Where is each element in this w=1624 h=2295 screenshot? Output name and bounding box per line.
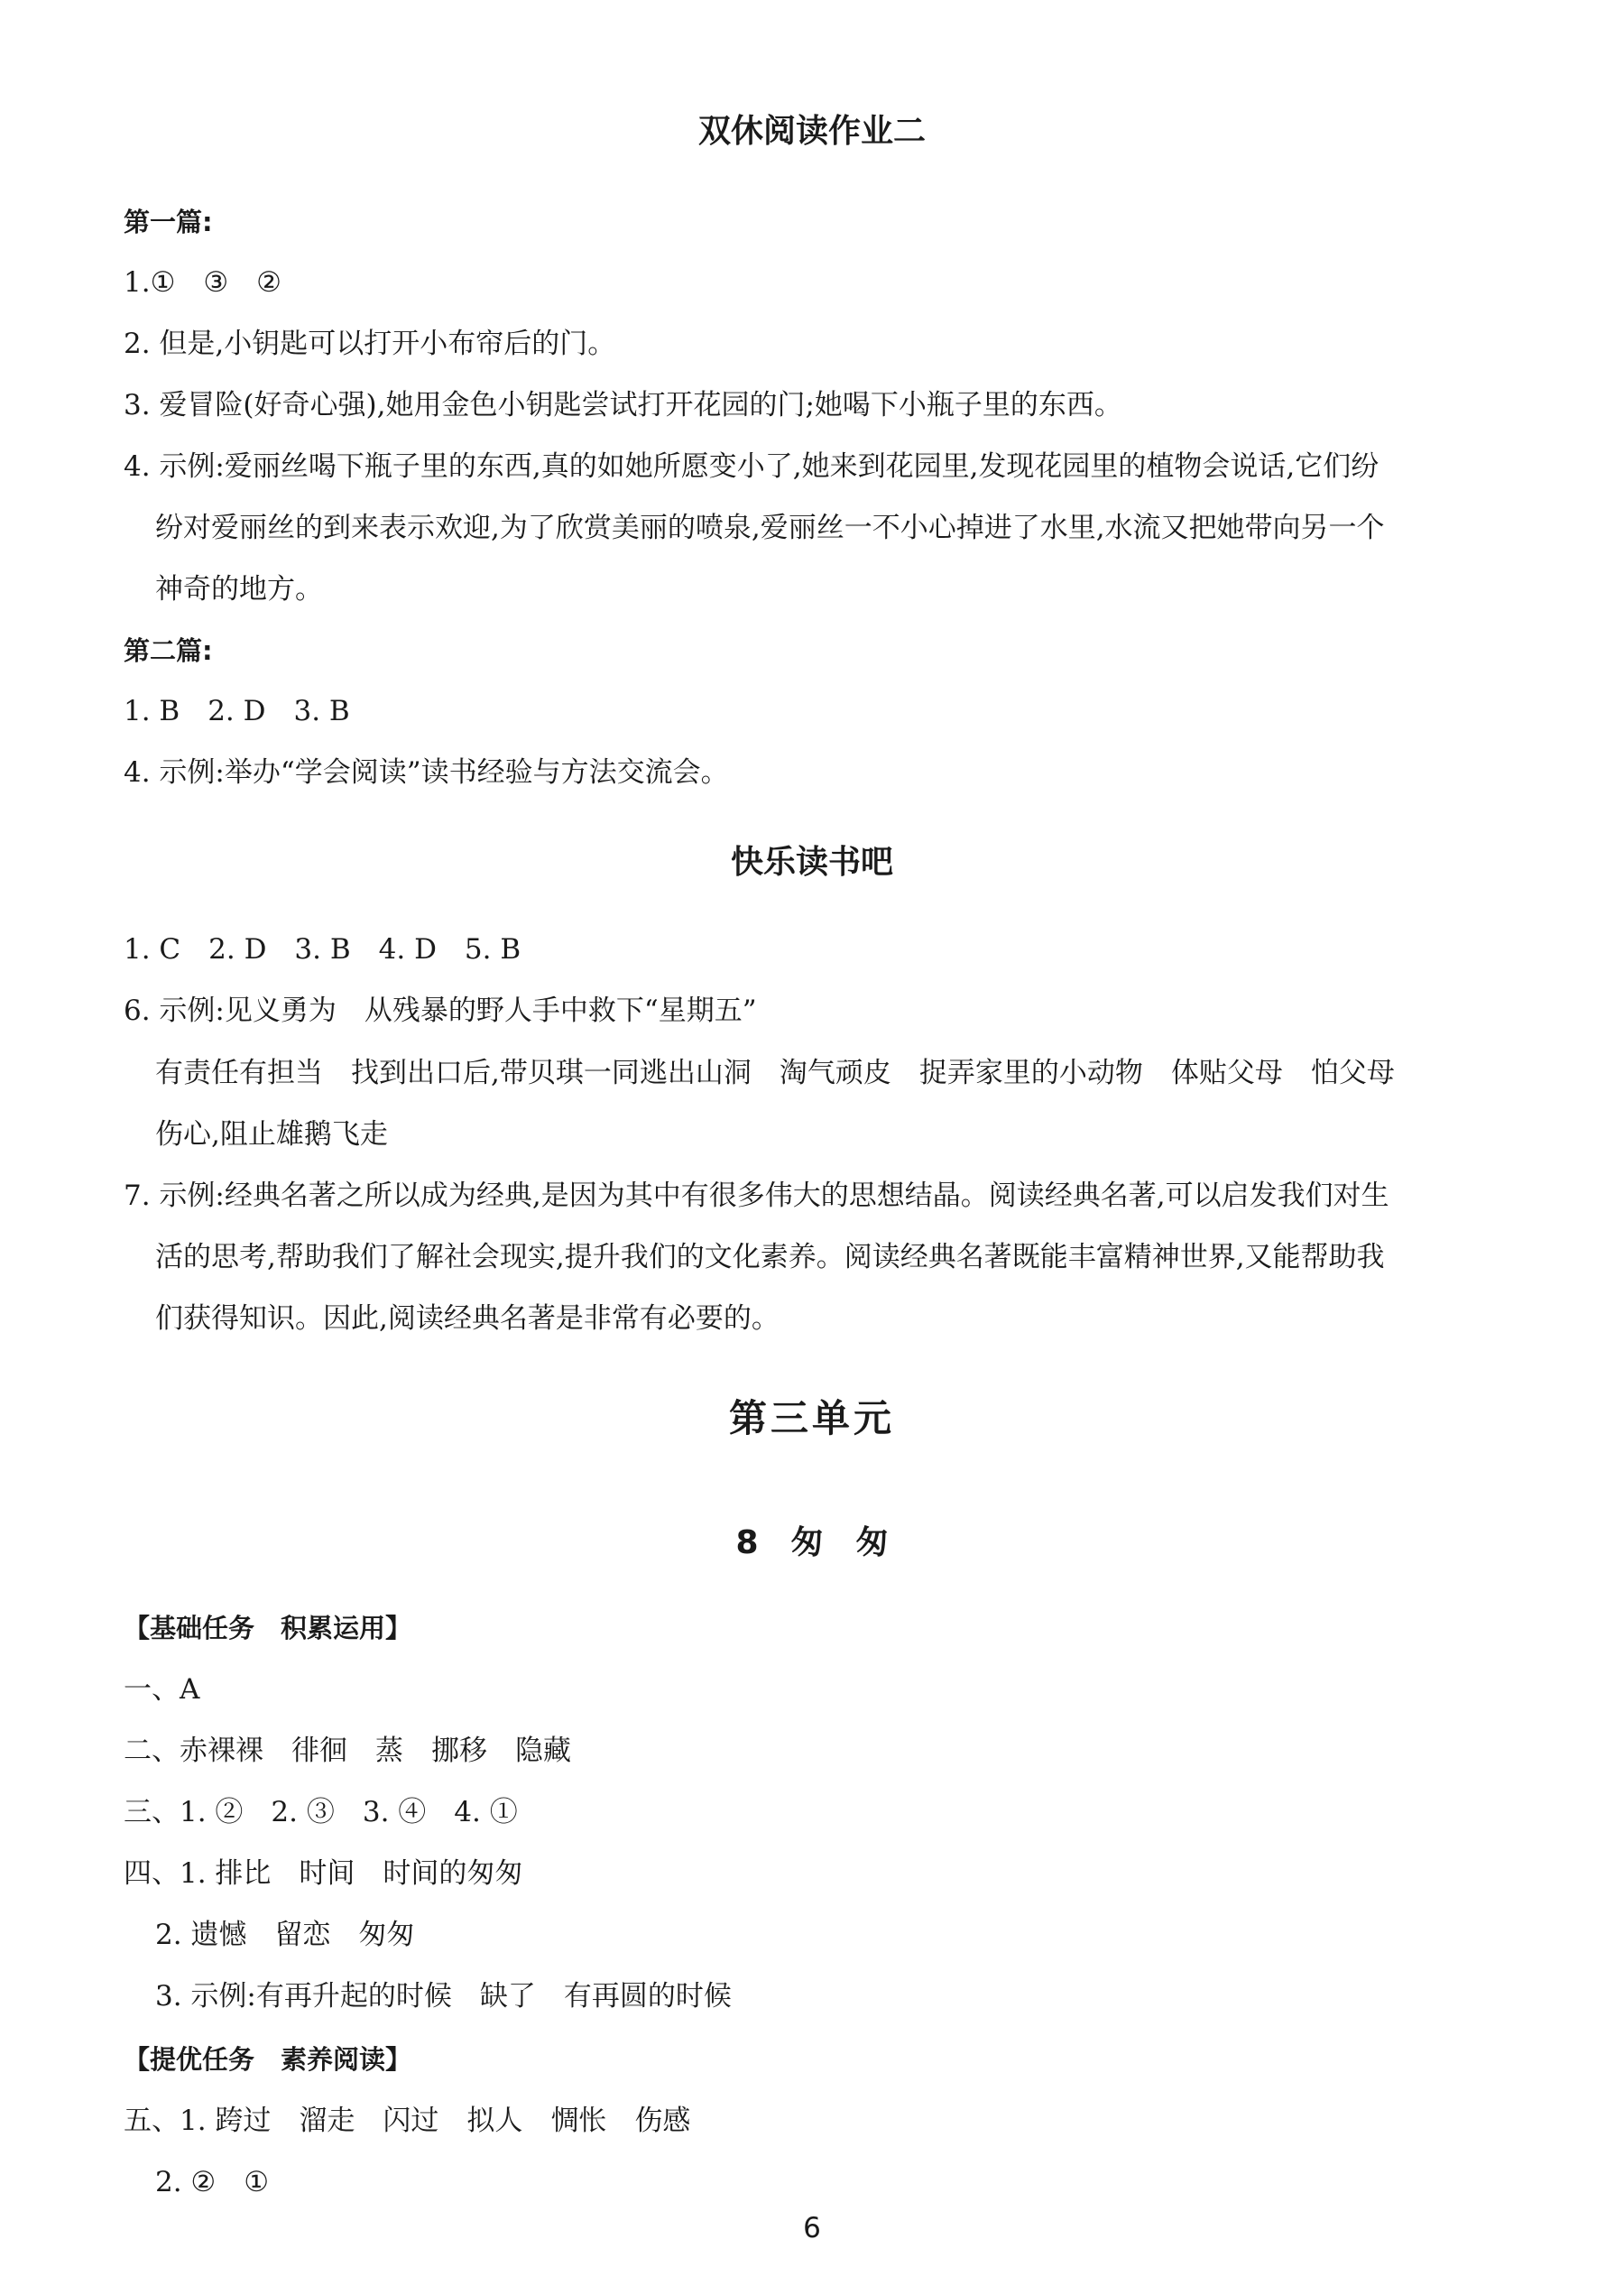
answer-line: 伤心,阻止雄鹅飞走 bbox=[155, 1118, 388, 1151]
task-heading-advanced: 【提优任务 素养阅读】 bbox=[124, 2044, 412, 2075]
answer-line: 纷对爱丽丝的到来表示欢迎,为了欣赏美丽的喷泉,爱丽丝一不小心掉进了水里,水流又把她带向另一个 bbox=[155, 512, 1385, 544]
answer-line: 7. 示例:经典名著之所以成为经典,是因为其中有很多伟大的思想结晶。阅读经典名著,可以启发我们对生 bbox=[124, 1180, 1389, 1212]
section-title-weekend-reading: 双休阅读作业二 bbox=[697, 113, 926, 150]
page-number: 6 bbox=[803, 2212, 821, 2244]
answer-line: 4. 示例:爱丽丝喝下瓶子里的东西,真的如她所愿变小了,她来到花园里,发现花园里的植物会说话,它们纷 bbox=[124, 450, 1379, 483]
answer-line: 1. B 2. D 3. B bbox=[124, 695, 350, 727]
answer-line: 们获得知识。因此,阅读经典名著是非常有必要的。 bbox=[155, 1302, 780, 1335]
answer-line: 神奇的地方。 bbox=[155, 573, 323, 606]
answer-line: 2. ② ① bbox=[155, 2166, 270, 2198]
answer-line: 有责任有担当 找到出口后,带贝琪一同逃出山洞 淘气顽皮 捉弄家里的小动物 体贴父母 怕父母 bbox=[155, 1057, 1395, 1089]
answer-line: 2. 遗憾 留恋 匆匆 bbox=[155, 1919, 415, 1951]
task-heading-basic: 【基础任务 积累运用】 bbox=[124, 1613, 412, 1643]
answer-line: 四、1. 排比 时间 时间的匆匆 bbox=[124, 1857, 523, 1890]
part-label-first: 第一篇: bbox=[124, 207, 213, 237]
unit-title: 第三单元 bbox=[728, 1396, 895, 1440]
answer-line: 1. C 2. D 3. B 4. D 5. B bbox=[124, 933, 521, 966]
part-label-second: 第二篇: bbox=[124, 635, 213, 666]
answer-line: 3. 爱冒险(好奇心强),她用金色小钥匙尝试打开花园的门;她喝下小瓶子里的东西。 bbox=[124, 389, 1122, 421]
answer-line: 五、1. 跨过 溜走 闪过 拟人 惆怅 伤感 bbox=[124, 2105, 691, 2137]
answer-line: 三、1. ② 2. ③ 3. ④ 4. ① bbox=[124, 1796, 518, 1828]
answer-line: 1.① ③ ② bbox=[124, 266, 281, 299]
answer-line: 3. 示例:有再升起的时候 缺了 有再圆的时候 bbox=[155, 1980, 732, 2013]
answer-line: 一、A bbox=[124, 1673, 200, 1706]
answer-line: 2. 但是,小钥匙可以打开小布帘后的门。 bbox=[124, 328, 616, 360]
answer-line: 6. 示例:见义勇为 从残暴的野人手中救下“星期五” bbox=[124, 995, 757, 1027]
answer-line: 活的思考,帮助我们了解社会现实,提升我们的文化素养。阅读经典名著既能丰富精神世界,又能帮助我 bbox=[155, 1241, 1385, 1273]
answer-line: 二、赤裸裸 徘徊 蒸 挪移 隐藏 bbox=[124, 1735, 571, 1767]
lesson-title: 8 匆 匆 bbox=[735, 1524, 889, 1561]
answer-line: 4. 示例:举办“学会阅读”读书经验与方法交流会。 bbox=[124, 756, 729, 789]
section-title-happy-reading: 快乐读书吧 bbox=[730, 844, 893, 881]
